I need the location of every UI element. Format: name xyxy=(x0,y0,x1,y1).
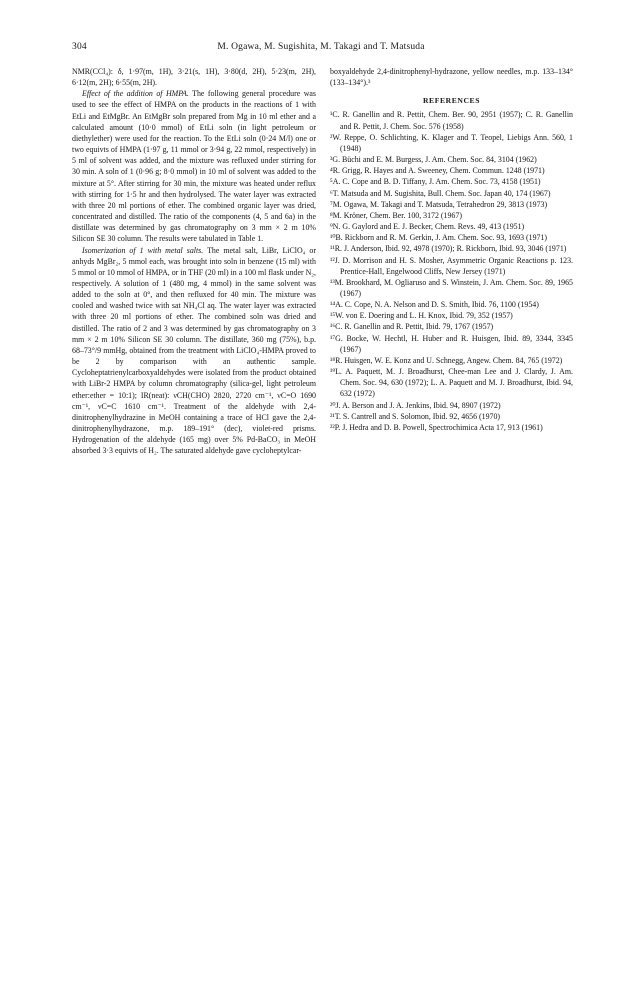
hmpa-effect-paragraph xyxy=(72,88,316,244)
reference-item: ⁵A. C. Cope and B. D. Tiffany, J. Am. Chem. Soc. 73, 4158 (1951) xyxy=(330,177,541,187)
reference-item: ¹³M. Brookhard, M. Ogliaruso and S. Winstein, J. Am. Chem. Soc. 89, 1965 (1967) xyxy=(330,277,573,298)
running-head: M. Ogawa, M. Sugishita, M. Takagi and T. Matsuda xyxy=(217,42,425,52)
page-header xyxy=(72,40,570,54)
reference-item: ²W. Reppe, O. Schlichting, K. Klager and T. Teopel, Liebigs Ann. 560, 1 (1948) xyxy=(330,132,573,153)
reference-item: ¹⁴A. C. Cope, N. A. Nelson and D. S. Smith, Ibid. 76, 1100 (1954) xyxy=(330,300,539,310)
isomerization-paragraph xyxy=(72,245,316,457)
reference-item: ⁸M. Kröner, Chem. Ber. 100, 3172 (1967) xyxy=(330,210,462,220)
reference-item: ¹²J. D. Morrison and H. S. Mosher, Asymmetric Organic Reactions p. 123. Prentice-Hall, Engelwood Cliffs, New Jersey (1971) xyxy=(330,255,573,276)
nmr-data-paragraph: NMR(CCl₄): δ, 1·97(m, 1H), 3·21(s, 1H), 3·80(d, 2H), 5·23(m, 2H), 6·12(m, 2H); 6·55(m, 2H). xyxy=(72,67,316,88)
reference-item: ⁹N. G. Gaylord and E. J. Becker, Chem. Revs. 49, 413 (1951) xyxy=(330,222,525,232)
isomerization-body: The metal salt, LiBr, LiClO₄ or anhyds MgBr₂, 5 mmol each, was brought into soln in benzene (15 ml) with 5 mmol or 10 mmol of HMPA, or in THF (20 ml) in a 100 ml flask under N₂, respectively. A solution of 1 (480 mg, 4 mmol) in the same solvent was added to the soln at 0°, and then refluxed for 40 min. The mixture was cooled and washed twice with sat NH₄Cl aq. The water layer was extracted with three 20 ml portions of ether. The combined soln was dried and distilled. The ratio of 2 and 3 was determined by gas chromatography on 3 mm × 2 m 10% Silicon SE 30 column. The distillate, 360 mg (75%), b.p. 68–73°/9 mmHg, obtained from the treatment with LiClO₄-HMPA proved to be 2 by comparison with an authentic sample. Cycloheptatrienylcarboxyaldehydes were isolated from the product obtained with LiBr-2 HMPA by column chromatography (silica-gel, light petroleum ether:ether = 10:1); IR(neat): νCH(CHO) 2820, 2720 cm⁻¹, νC=O 1690 cm⁻¹, νC=C 1610 cm⁻¹. Treatment of the aldehyde with 2,4-dinitrophenylhydrazine in MeOH containing a trace of HCl gave the 2,4-dinitrophenylhydrazone, m.p. 189–191° (dec), violet-red prisms. Hydrogenation of the aldehyde (165 mg) over 5% Pd-BaCO₃ in MeOH absorbed 3·3 equivts of H₂. The saturated aldehyde gave cycloheptylcar- xyxy=(72,245,317,456)
reference-item: ²⁰J. A. Berson and J. A. Jenkins, Ibid. 94, 8907 (1972) xyxy=(330,400,501,410)
continuation-paragraph: boxyaldehyde 2,4-dinitrophenyl-hydrazone, yellow needles, m.p. 133–134° (133–134°).³ xyxy=(330,67,573,88)
reference-item: ¹⁶C. R. Ganellin and R. Pettit, Ibid. 79, 1767 (1957) xyxy=(330,322,494,332)
reference-item: ¹⁷G. Bocke, W. Hechtl, H. Huber and R. Huisgen, Ibid. 89, 3344, 3345 (1967) xyxy=(330,333,573,354)
reference-item: ¹⁹L. A. Paquett, M. J. Broadhurst, Chee-man Lee and J. Clardy, J. Am. Chem. Soc. 94, 630 (1972); L. A. Paquett and M. J. Broadhurst, Ibid. 94, 632 (1972) xyxy=(330,367,573,399)
reference-item: ⁷M. Ogawa, M. Takagi and T. Matsuda, Tetrahedron 29, 3813 (1973) xyxy=(330,199,548,209)
page-number: 304 xyxy=(72,42,87,52)
reference-item: ⁴R. Grigg, R. Hayes and A. Sweeney, Chem. Commun. 1248 (1971) xyxy=(330,166,545,176)
reference-item: ¹¹R. J. Anderson, Ibid. 92, 4978 (1970); R. Rickborn, Ibid. 93, 3046 (1971) xyxy=(330,244,567,254)
reference-item: ¹⁰B. Rickborn and R. M. Gerkin, J. Am. Chem. Soc. 93, 1693 (1971) xyxy=(330,233,548,243)
reference-item: ¹⁸R. Huisgen, W. E. Konz and U. Schnegg, Angew. Chem. 84, 765 (1972) xyxy=(330,355,563,365)
right-column xyxy=(330,66,573,433)
left-column xyxy=(72,66,316,456)
reference-item: ³G. Büchi and E. M. Burgess, J. Am. Chem. Soc. 84, 3104 (1962) xyxy=(330,155,537,165)
reference-item: ²¹T. S. Cantrell and S. Solomon, Ibid. 92, 4656 (1970) xyxy=(330,411,501,421)
isomerization-heading: Isomerization of 1 with metal salts. xyxy=(82,245,204,255)
reference-item: ⁶T. Matsuda and M. Sugishita, Bull. Chem. Soc. Japan 40, 174 (1967) xyxy=(330,188,551,198)
hmpa-effect-body: The following general procedure was used to see the effect of HMPA on the products in the reactions of 1 with EtLi and EtMgBr. An EtMgBr soln prepared from Mg in 10 ml ether and a calculated amount (10·0 mmol) of EtLi soln (in light petroleum or diethylether) were used for the reaction. To the EtLi soln (0·24 M/l) one or two equivts of HMPA (1·97 g, 11 mmol or 3·94 g, 22 mmol, respectively) in 5 ml of solvent was added, and the mixture was refluxed under stirring for 30 min. A soln of 1 (0·96 g; 8·0 mmol) in 10 ml of solvent was added to the mixture at 5°. After stirring for 30 min, the mixture was heated under reflux with stirring for 1·5 hr and then hydrolysed. The water layer was extracted with three 20 ml portions of ether. The combined organic layer was dried, concentrated and distilled. The ratio of the components (4, 5 and 6a) in the distillate was determined by gas chromatography on 3 mm × 2 m 10% Silicon SE 30 column. The results were tabulated in Table 1. xyxy=(72,89,316,244)
reference-list xyxy=(330,109,573,433)
reference-item: ¹⁵W. von E. Doering and L. H. Knox, Ibid. 79, 352 (1957) xyxy=(330,311,513,321)
reference-item: ²²P. J. Hedra and D. B. Powell, Spectrochimica Acta 17, 913 (1961) xyxy=(330,422,543,432)
hmpa-effect-heading: Effect of the addition of HMPA. xyxy=(82,89,189,99)
references-heading: REFERENCES xyxy=(422,96,481,106)
reference-item: ¹C. R. Ganellin and R. Pettit, Chem. Ber. 90, 2951 (1957); C. R. Ganellin and R. Pettit, J. Chem. Soc. 576 (1958) xyxy=(330,110,573,131)
